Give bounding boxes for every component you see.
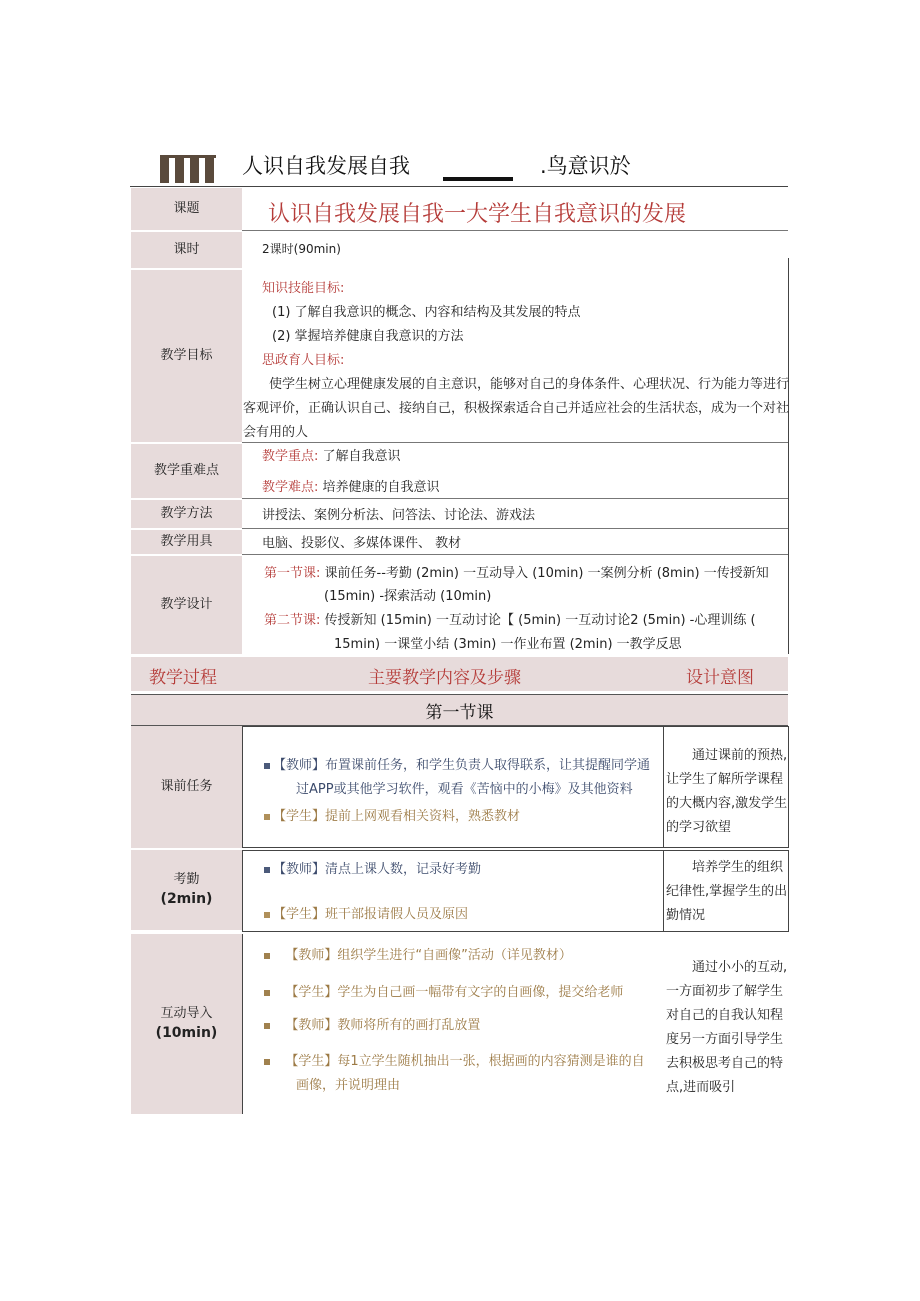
label-attendance (131, 850, 242, 930)
row-separator (242, 230, 788, 231)
header-dash (443, 177, 513, 181)
process-col-3: 设计意图 (686, 668, 754, 688)
key-point-line (262, 447, 401, 467)
bullet-square-icon (264, 1023, 270, 1029)
bullet-square-icon (264, 763, 270, 769)
design-s2-label: 第二节课: (264, 613, 321, 628)
bullet-square-icon (264, 990, 270, 996)
design-s1-label: 第一节课: (264, 566, 321, 581)
process-col-2: 主要教学内容及步骤 (368, 668, 521, 688)
attendance-teacher: 【教师】清点上课人数，记录好考勤 (264, 860, 481, 880)
key-point-label: 教学重点: (262, 449, 319, 464)
ideology-text: 使学生树立心理健康发展的自主意识，能够对自己的身体条件、心理状况、行为能力等进行客观评价，正确认识自己、接纳自己，积极探索适合自己并适应社会的生活状态，成为一个对社会有用的人 (243, 377, 790, 441)
label-topic: 课题 (131, 188, 242, 230)
key-point-value: 了解自我意识 (322, 449, 401, 464)
attendance-intent: 培养学生的组织纪律性,掌握学生的出勤情况 (666, 860, 788, 924)
hours-value: 2课时(90min) (262, 242, 341, 256)
label-tools: 教学用具 (131, 530, 242, 554)
process-col-1: 教学过程 (149, 668, 217, 688)
topic-title: 认识自我发展自我一大学生自我意识的发展 (268, 202, 687, 227)
bullet-square-icon (264, 953, 270, 959)
intro-item-4-line2: 画像，并说明理由 (296, 1078, 401, 1093)
header-right-title: .鸟意识於 (540, 154, 631, 178)
design-s1-text: 课前任务--考勤 (2min) 一互动导入 (10min) 一案例分析 (8min) 一传授新知 (324, 566, 769, 581)
design-s1-line1 (264, 564, 769, 584)
attendance-student: 【学生】班干部报请假人员及原因 (264, 905, 468, 925)
header-logo-bars (160, 155, 216, 183)
intro-divider (242, 934, 243, 1114)
label-intro (131, 934, 242, 1114)
intro-item-1: 【教师】组织学生进行“自画像”活动（详见教材） (264, 946, 572, 966)
intro-time: (10min) (155, 1025, 218, 1042)
label-design: 教学设计 (131, 556, 242, 654)
design-s2-text: 传授新知 (15min) 一互动讨论【 (5min) 一互动讨论2 (5min) -心理训练 ( (324, 613, 756, 628)
pre-task-intent: 通过课前的预热,让学生了解所学课程的大概内容,激发学生的学习欲望 (666, 748, 788, 836)
pre-task-teacher-line2: 过APP或其他学习软件，观看《苦恼中的小梅》及其他资料 (296, 782, 633, 797)
section-first-class: 第一节课 (131, 694, 788, 726)
label-methods: 教学方法 (131, 500, 242, 528)
pre-task-teacher-line1: 【教师】布置课前任务，和学生负责人取得联系，让其提醒同学通 (264, 756, 650, 776)
header-rule (130, 186, 788, 187)
table-right-edge (788, 258, 789, 654)
difficult-point-value: 培养健康的自我意识 (322, 480, 440, 495)
bullet-square-icon (264, 912, 270, 918)
ideology-heading: 思政育人目标: (262, 353, 345, 368)
methods-value: 讲授法、案例分析法、问答法、讨论法、游戏法 (262, 508, 536, 523)
intro-intent: 通过小小的互动,一方面初步了解学生对自己的自我认知程度另一方面引导学生去积极思考自己的特点,进而吸引 (666, 960, 788, 1096)
label-goals: 教学目标 (131, 270, 242, 442)
intro-label: 互动导入 (160, 1005, 213, 1021)
difficult-point-line (262, 478, 440, 498)
knowledge-item-2: (2) 掌握培养健康自我意识的方法 (272, 329, 464, 344)
row-separator (242, 554, 788, 555)
tools-value: 电脑、投影仪、多媒体课件、 教材 (262, 536, 462, 551)
row-separator (242, 498, 788, 499)
knowledge-item-1: (1) 了解自我意识的概念、内容和结构及其发展的特点 (272, 305, 581, 320)
row-separator (242, 528, 788, 529)
bullet-square-icon (264, 814, 270, 820)
label-key-points: 教学重难点 (131, 444, 242, 498)
label-hours: 课时 (131, 232, 242, 268)
intro-item-2: 【学生】学生为自己画一幅带有文字的自画像，提交给老师 (264, 983, 623, 1003)
intro-item-4-line1: 【学生】每1立学生随机抽出一张，根据画的内容猜测是谁的自 (264, 1052, 645, 1072)
attendance-label: 考勤 (173, 871, 200, 887)
pre-task-student: 【学生】提前上网观看相关资料，熟悉教材 (264, 807, 520, 827)
knowledge-heading: 知识技能目标: (262, 281, 345, 296)
bullet-square-icon (264, 867, 270, 873)
design-s2-line2: 15min) 一课堂小结 (3min) 一作业布置 (2min) 一教学反思 (334, 637, 682, 652)
header-left-title: 人识自我发展自我 (242, 154, 410, 178)
design-s2-line1 (264, 611, 756, 631)
intro-item-3: 【教师】教师将所有的画打乱放置 (264, 1016, 480, 1036)
design-s1-line2: (15min) -探索活动 (10min) (324, 589, 492, 604)
attendance-time: (2min) (160, 891, 213, 908)
label-pre-task: 课前任务 (131, 726, 242, 848)
difficult-point-label: 教学难点: (262, 480, 319, 495)
bullet-square-icon (264, 1059, 270, 1065)
